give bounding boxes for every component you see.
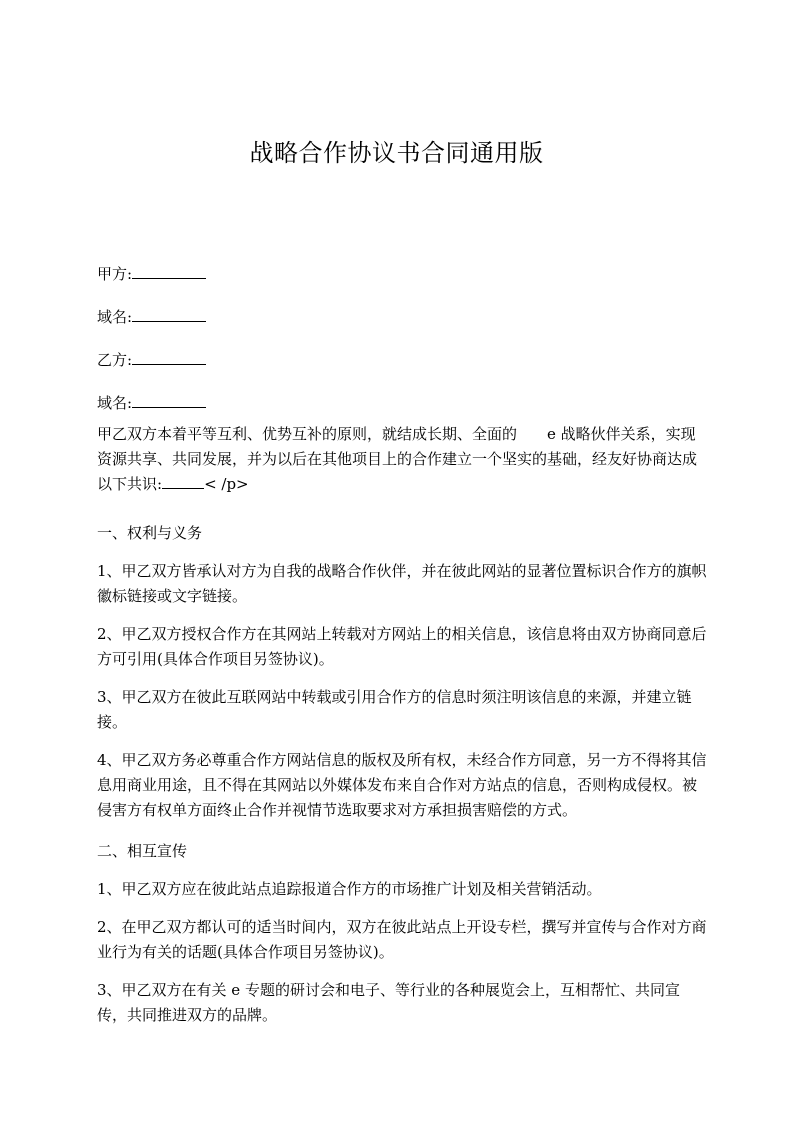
party-a-domain-field — [97, 303, 707, 328]
intro-paragraph — [97, 422, 707, 497]
fill-in-blank — [132, 260, 206, 279]
fill-in-blank — [132, 389, 206, 408]
document-title: 战略合作协议书合同通用版 — [249, 139, 544, 167]
section-paragraph: 3、甲乙双方在有关 e 专题的研讨会和电子、等行业的各种展览会上，互相帮忙、共同宣传，共同推进双方的品牌。 — [97, 981, 680, 1024]
fill-in-blank — [132, 346, 206, 365]
field-label: 乙方: — [97, 351, 133, 369]
fill-in-blank — [132, 303, 206, 322]
section-heading: 一、权利与义务 — [97, 524, 203, 542]
party-a-field — [97, 260, 707, 285]
field-label: 域名: — [97, 308, 133, 326]
section-mutual-promotion — [97, 839, 707, 1028]
section-rights-obligations — [97, 521, 707, 823]
section-paragraph: 1、甲乙双方应在彼此站点追踪报道合作方的市场推广计划及相关营销活动。 — [97, 880, 602, 898]
intro-text-end: < /p> — [204, 475, 249, 493]
section-paragraph: 2、在甲乙双方都认可的适当时间内，双方在彼此站点上开设专栏，撰写并宣传与合作对方商业行为有关的话题(具体合作项目另签协议)。 — [97, 918, 707, 961]
intro-text-main: e 战略伙伴关系，实现资源共享、共同发展，并为以后在其他项目上的合作建立一个坚实的基础，经友好协商达成以下共识: — [97, 425, 698, 493]
fill-in-blank — [162, 472, 204, 489]
section-heading: 二、相互宣传 — [97, 842, 188, 860]
field-label: 域名: — [97, 394, 133, 412]
party-b-domain-field — [97, 389, 707, 414]
section-paragraph: 3、甲乙双方在彼此互联网站中转载或引用合作方的信息时须注明该信息的来源，并建立链接。 — [97, 688, 692, 731]
intro-text-start: 甲乙双方本着平等互利、优势互补的原则，就结成长期、全面的 — [97, 425, 518, 443]
section-paragraph: 4、甲乙双方务必尊重合作方网站信息的版权及所有权，未经合作方同意，另一方不得将其信息用商业用途，且不得在其网站以外媒体发布来自合作对方站点的信息，否则构成侵权。被侵害方有权单方面终止合作并视情节选取要求对方承担损害赔偿的方式。 — [97, 751, 707, 819]
field-label: 甲方: — [97, 265, 133, 283]
document-body — [97, 260, 707, 1044]
party-b-field — [97, 346, 707, 371]
section-paragraph: 1、甲乙双方皆承认对方为自我的战略合作伙伴，并在彼此网站的显著位置标识合作方的旗帜徽标链接或文字链接。 — [97, 562, 707, 605]
section-paragraph: 2、甲乙双方授权合作方在其网站上转载对方网站上的相关信息，该信息将由双方协商同意后方可引用(具体合作项目另签协议)。 — [97, 625, 707, 668]
